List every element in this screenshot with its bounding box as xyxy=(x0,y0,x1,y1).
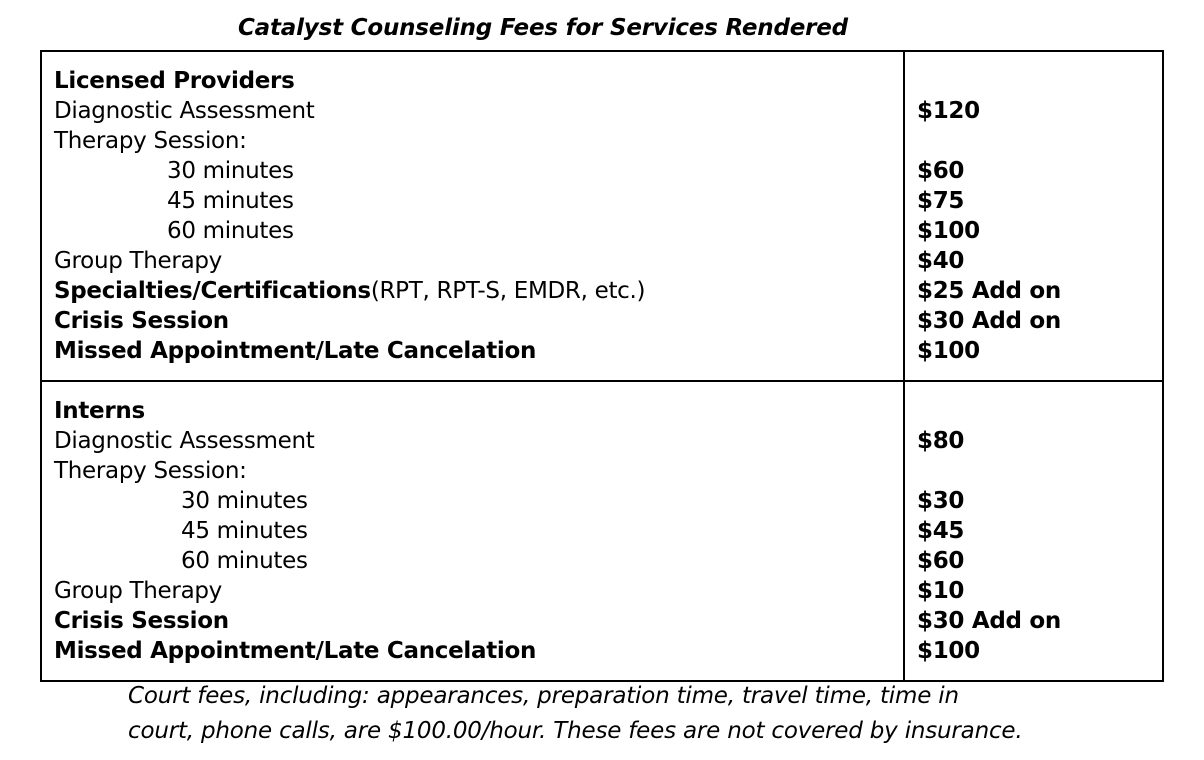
section-divider xyxy=(42,380,1162,382)
licensed-specialties-price: $25 Add on xyxy=(917,278,1061,304)
interns-crisis-row xyxy=(42,606,1162,636)
licensed-crisis-row xyxy=(42,306,1162,336)
licensed-therapy-60-row xyxy=(42,216,1162,246)
interns-therapy-60-row xyxy=(42,546,1162,576)
licensed-crisis-price: $30 Add on xyxy=(917,308,1061,334)
licensed-group-price: $40 xyxy=(917,248,965,274)
licensed-heading: Licensed Providers xyxy=(54,68,295,94)
interns-therapy-45-label: 45 minutes xyxy=(181,518,308,544)
interns-therapy-30-label: 30 minutes xyxy=(181,488,308,514)
licensed-diagnostic-row xyxy=(42,96,1162,126)
interns-missed-price: $100 xyxy=(917,638,980,664)
licensed-missed-price: $100 xyxy=(917,338,980,364)
licensed-therapy-30-price: $60 xyxy=(917,158,965,184)
licensed-missed-label: Missed Appointment/Late Cancelation xyxy=(54,338,537,364)
licensed-therapy-row xyxy=(42,126,1162,156)
interns-diagnostic-price: $80 xyxy=(917,428,965,454)
licensed-heading-row xyxy=(42,66,1162,96)
licensed-therapy-60-label: 60 minutes xyxy=(167,218,294,244)
footnote-line-1: Court fees, including: appearances, preparation time, travel time, time in xyxy=(128,683,959,709)
licensed-missed-row xyxy=(42,336,1162,366)
interns-section xyxy=(42,396,1162,666)
interns-therapy-30-price: $30 xyxy=(917,488,965,514)
licensed-specialties-row xyxy=(42,276,1162,306)
interns-missed-label: Missed Appointment/Late Cancelation xyxy=(54,638,537,664)
licensed-diagnostic-label: Diagnostic Assessment xyxy=(54,98,315,124)
licensed-therapy-45-label: 45 minutes xyxy=(167,188,294,214)
interns-therapy-label: Therapy Session: xyxy=(54,458,247,484)
interns-therapy-45-row xyxy=(42,516,1162,546)
licensed-therapy-45-price: $75 xyxy=(917,188,965,214)
interns-therapy-60-label: 60 minutes xyxy=(181,548,308,574)
interns-group-row xyxy=(42,576,1162,606)
interns-diagnostic-label: Diagnostic Assessment xyxy=(54,428,315,454)
fee-table xyxy=(40,50,1164,682)
interns-group-label: Group Therapy xyxy=(54,578,222,604)
licensed-group-label: Group Therapy xyxy=(54,248,222,274)
licensed-specialties-extra: (RPT, RPT-S, EMDR, etc.) xyxy=(370,278,646,304)
licensed-therapy-label: Therapy Session: xyxy=(54,128,247,154)
interns-group-price: $10 xyxy=(917,578,965,604)
licensed-therapy-45-row xyxy=(42,186,1162,216)
licensed-therapy-60-price: $100 xyxy=(917,218,980,244)
interns-heading-row xyxy=(42,396,1162,426)
licensed-group-row xyxy=(42,246,1162,276)
licensed-diagnostic-price: $120 xyxy=(917,98,980,124)
court-fees-footnote xyxy=(128,679,1128,749)
footnote-line-2: court, phone calls, are $100.00/hour. These fees are not covered by insurance. xyxy=(128,718,1023,744)
interns-diagnostic-row xyxy=(42,426,1162,456)
interns-therapy-45-price: $45 xyxy=(917,518,965,544)
licensed-therapy-30-row xyxy=(42,156,1162,186)
interns-crisis-label: Crisis Session xyxy=(54,608,229,634)
licensed-crisis-label: Crisis Session xyxy=(54,308,229,334)
interns-therapy-60-price: $60 xyxy=(917,548,965,574)
licensed-providers-section xyxy=(42,66,1162,366)
interns-crisis-price: $30 Add on xyxy=(917,608,1061,634)
interns-therapy-30-row xyxy=(42,486,1162,516)
document-title: Catalyst Counseling Fees for Services Rendered xyxy=(238,15,848,41)
interns-missed-row xyxy=(42,636,1162,666)
interns-heading: Interns xyxy=(54,398,145,424)
licensed-therapy-30-label: 30 minutes xyxy=(167,158,294,184)
interns-therapy-row xyxy=(42,456,1162,486)
licensed-specialties-label: Specialties/Certifications xyxy=(54,278,371,304)
licensed-specialties-label-wrap xyxy=(54,276,645,306)
